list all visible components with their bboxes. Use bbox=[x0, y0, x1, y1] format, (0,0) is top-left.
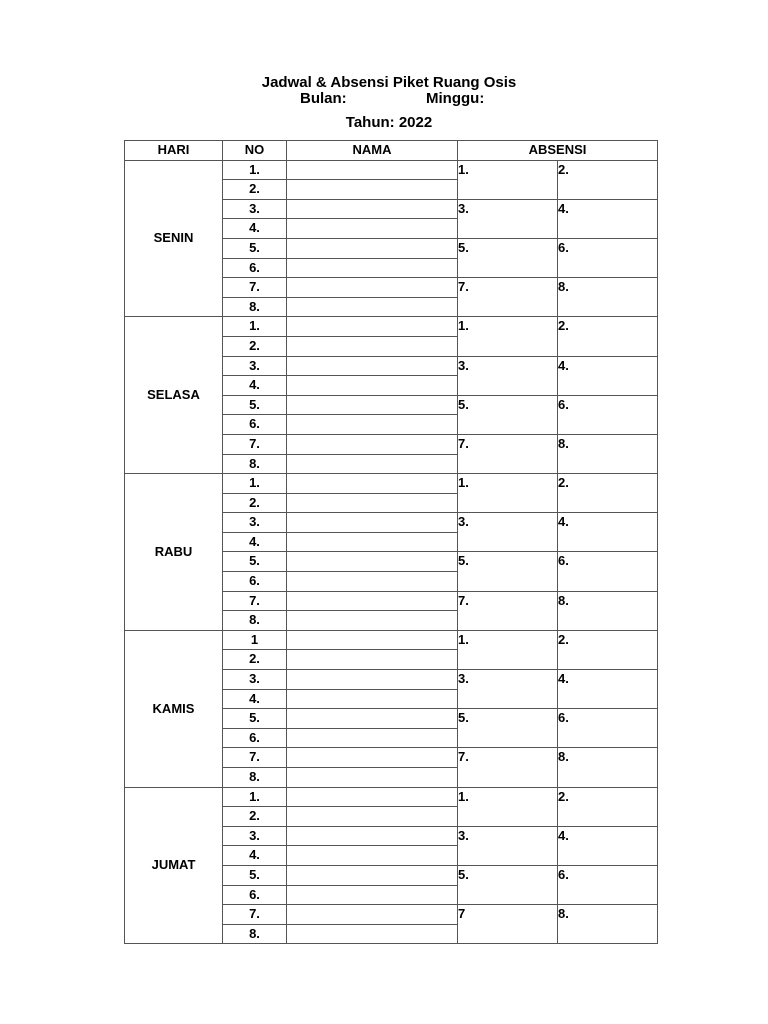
name-entry-cell[interactable] bbox=[287, 199, 458, 219]
row-number-cell: 6. bbox=[223, 572, 287, 592]
table-header-row bbox=[125, 141, 658, 161]
name-entry-cell[interactable] bbox=[287, 238, 458, 258]
absensi-cell[interactable]: 2. bbox=[558, 787, 658, 826]
row-number-cell: 3. bbox=[223, 826, 287, 846]
row-number-cell: 2. bbox=[223, 336, 287, 356]
absensi-cell[interactable]: 5. bbox=[458, 238, 558, 277]
absensi-cell[interactable]: 4. bbox=[558, 356, 658, 395]
name-entry-cell[interactable] bbox=[287, 670, 458, 690]
absensi-cell[interactable]: 4. bbox=[558, 826, 658, 865]
row-number-cell: 2. bbox=[223, 650, 287, 670]
name-entry-cell[interactable] bbox=[287, 709, 458, 729]
row-number-cell: 8. bbox=[223, 768, 287, 788]
name-entry-cell[interactable] bbox=[287, 630, 458, 650]
name-entry-cell[interactable] bbox=[287, 650, 458, 670]
row-number-cell: 7. bbox=[223, 591, 287, 611]
row-number-cell: 4. bbox=[223, 689, 287, 709]
name-entry-cell[interactable] bbox=[287, 493, 458, 513]
row-number-cell: 3. bbox=[223, 356, 287, 376]
name-entry-cell[interactable] bbox=[287, 885, 458, 905]
absensi-cell[interactable]: 3. bbox=[458, 199, 558, 238]
absensi-cell[interactable]: 4. bbox=[558, 199, 658, 238]
column-header-nama: NAMA bbox=[287, 141, 458, 161]
absensi-cell[interactable]: 6. bbox=[558, 552, 658, 591]
absensi-cell[interactable]: 3. bbox=[458, 356, 558, 395]
row-number-cell: 3. bbox=[223, 513, 287, 533]
table-row bbox=[125, 630, 658, 650]
name-entry-cell[interactable] bbox=[287, 474, 458, 494]
absensi-cell[interactable]: 2. bbox=[558, 160, 658, 199]
name-entry-cell[interactable] bbox=[287, 611, 458, 631]
name-entry-cell[interactable] bbox=[287, 787, 458, 807]
row-number-cell: 6. bbox=[223, 258, 287, 278]
name-entry-cell[interactable] bbox=[287, 356, 458, 376]
table-row bbox=[125, 160, 658, 180]
row-number-cell: 2. bbox=[223, 180, 287, 200]
absensi-cell[interactable]: 6. bbox=[558, 865, 658, 904]
name-entry-cell[interactable] bbox=[287, 572, 458, 592]
schedule-table bbox=[124, 140, 658, 944]
row-number-cell: 5. bbox=[223, 395, 287, 415]
table-row bbox=[125, 787, 658, 807]
name-entry-cell[interactable] bbox=[287, 552, 458, 572]
row-number-cell: 1 bbox=[223, 630, 287, 650]
absensi-cell[interactable]: 5. bbox=[458, 709, 558, 748]
name-entry-cell[interactable] bbox=[287, 160, 458, 180]
name-entry-cell[interactable] bbox=[287, 376, 458, 396]
row-number-cell: 7. bbox=[223, 905, 287, 925]
name-entry-cell[interactable] bbox=[287, 297, 458, 317]
row-number-cell: 4. bbox=[223, 219, 287, 239]
absensi-cell[interactable]: 3. bbox=[458, 670, 558, 709]
absensi-cell[interactable]: 7. bbox=[458, 591, 558, 630]
bulan-label: Bulan: bbox=[300, 90, 347, 107]
absensi-cell[interactable]: 3. bbox=[458, 826, 558, 865]
absensi-cell[interactable]: 2. bbox=[558, 630, 658, 669]
absensi-cell[interactable]: 6. bbox=[558, 238, 658, 277]
column-header-absensi: ABSENSI bbox=[458, 141, 658, 161]
day-name-cell: JUMAT bbox=[125, 787, 223, 944]
tahun-label: Tahun: 2022 bbox=[345, 114, 433, 131]
row-number-cell: 3. bbox=[223, 670, 287, 690]
absensi-cell[interactable]: 8. bbox=[558, 748, 658, 787]
name-entry-cell[interactable] bbox=[287, 415, 458, 435]
name-entry-cell[interactable] bbox=[287, 317, 458, 337]
absensi-cell[interactable]: 5. bbox=[458, 865, 558, 904]
absensi-cell[interactable]: 1. bbox=[458, 787, 558, 826]
absensi-cell[interactable]: 2. bbox=[558, 317, 658, 356]
absensi-cell[interactable]: 8. bbox=[558, 905, 658, 944]
name-entry-cell[interactable] bbox=[287, 924, 458, 944]
document-title: Jadwal & Absensi Piket Ruang Osis bbox=[261, 74, 517, 91]
absensi-cell[interactable]: 6. bbox=[558, 395, 658, 434]
row-number-cell: 7. bbox=[223, 278, 287, 298]
day-name-cell: SELASA bbox=[125, 317, 223, 474]
absensi-cell[interactable]: 2. bbox=[558, 474, 658, 513]
absensi-cell[interactable]: 8. bbox=[558, 591, 658, 630]
absensi-cell[interactable]: 7. bbox=[458, 434, 558, 473]
row-number-cell: 1. bbox=[223, 474, 287, 494]
name-entry-cell[interactable] bbox=[287, 846, 458, 866]
row-number-cell: 8. bbox=[223, 297, 287, 317]
day-name-cell: SENIN bbox=[125, 160, 223, 317]
row-number-cell: 8. bbox=[223, 454, 287, 474]
row-number-cell: 4. bbox=[223, 846, 287, 866]
absensi-cell[interactable]: 5. bbox=[458, 552, 558, 591]
row-number-cell: 3. bbox=[223, 199, 287, 219]
name-entry-cell[interactable] bbox=[287, 219, 458, 239]
minggu-label: Minggu: bbox=[426, 90, 485, 107]
name-entry-cell[interactable] bbox=[287, 532, 458, 552]
row-number-cell: 5. bbox=[223, 709, 287, 729]
table-row bbox=[125, 317, 658, 337]
row-number-cell: 1. bbox=[223, 160, 287, 180]
absensi-cell[interactable]: 6. bbox=[558, 709, 658, 748]
name-entry-cell[interactable] bbox=[287, 905, 458, 925]
name-entry-cell[interactable] bbox=[287, 258, 458, 278]
day-name-cell: KAMIS bbox=[125, 630, 223, 787]
name-entry-cell[interactable] bbox=[287, 336, 458, 356]
name-entry-cell[interactable] bbox=[287, 807, 458, 827]
row-number-cell: 7. bbox=[223, 748, 287, 768]
name-entry-cell[interactable] bbox=[287, 395, 458, 415]
row-number-cell: 4. bbox=[223, 532, 287, 552]
absensi-cell[interactable]: 1. bbox=[458, 630, 558, 669]
name-entry-cell[interactable] bbox=[287, 865, 458, 885]
absensi-cell[interactable]: 1. bbox=[458, 474, 558, 513]
name-entry-cell[interactable] bbox=[287, 180, 458, 200]
row-number-cell: 5. bbox=[223, 865, 287, 885]
absensi-cell[interactable]: 3. bbox=[458, 513, 558, 552]
row-number-cell: 6. bbox=[223, 415, 287, 435]
absensi-cell[interactable]: 5. bbox=[458, 395, 558, 434]
column-header-hari: HARI bbox=[125, 141, 223, 161]
row-number-cell: 2. bbox=[223, 493, 287, 513]
absensi-cell[interactable]: 7 bbox=[458, 905, 558, 944]
row-number-cell: 5. bbox=[223, 238, 287, 258]
name-entry-cell[interactable] bbox=[287, 748, 458, 768]
name-entry-cell[interactable] bbox=[287, 689, 458, 709]
row-number-cell: 1. bbox=[223, 317, 287, 337]
name-entry-cell[interactable] bbox=[287, 513, 458, 533]
absensi-cell[interactable]: 4. bbox=[558, 513, 658, 552]
name-entry-cell[interactable] bbox=[287, 768, 458, 788]
column-header-no: NO bbox=[223, 141, 287, 161]
schedule-body bbox=[125, 160, 658, 944]
day-name-cell: RABU bbox=[125, 474, 223, 631]
row-number-cell: 6. bbox=[223, 885, 287, 905]
absensi-cell[interactable]: 4. bbox=[558, 670, 658, 709]
name-entry-cell[interactable] bbox=[287, 278, 458, 298]
name-entry-cell[interactable] bbox=[287, 826, 458, 846]
name-entry-cell[interactable] bbox=[287, 454, 458, 474]
name-entry-cell[interactable] bbox=[287, 434, 458, 454]
absensi-cell[interactable]: 1. bbox=[458, 317, 558, 356]
absensi-cell[interactable]: 8. bbox=[558, 434, 658, 473]
row-number-cell: 7. bbox=[223, 434, 287, 454]
row-number-cell: 1. bbox=[223, 787, 287, 807]
absensi-cell[interactable]: 8. bbox=[558, 278, 658, 317]
table-row bbox=[125, 474, 658, 494]
row-number-cell: 4. bbox=[223, 376, 287, 396]
row-number-cell: 5. bbox=[223, 552, 287, 572]
row-number-cell: 8. bbox=[223, 924, 287, 944]
absensi-cell[interactable]: 7. bbox=[458, 748, 558, 787]
absensi-cell[interactable]: 1. bbox=[458, 160, 558, 199]
name-entry-cell[interactable] bbox=[287, 728, 458, 748]
row-number-cell: 8. bbox=[223, 611, 287, 631]
name-entry-cell[interactable] bbox=[287, 591, 458, 611]
row-number-cell: 2. bbox=[223, 807, 287, 827]
absensi-cell[interactable]: 7. bbox=[458, 278, 558, 317]
row-number-cell: 6. bbox=[223, 728, 287, 748]
